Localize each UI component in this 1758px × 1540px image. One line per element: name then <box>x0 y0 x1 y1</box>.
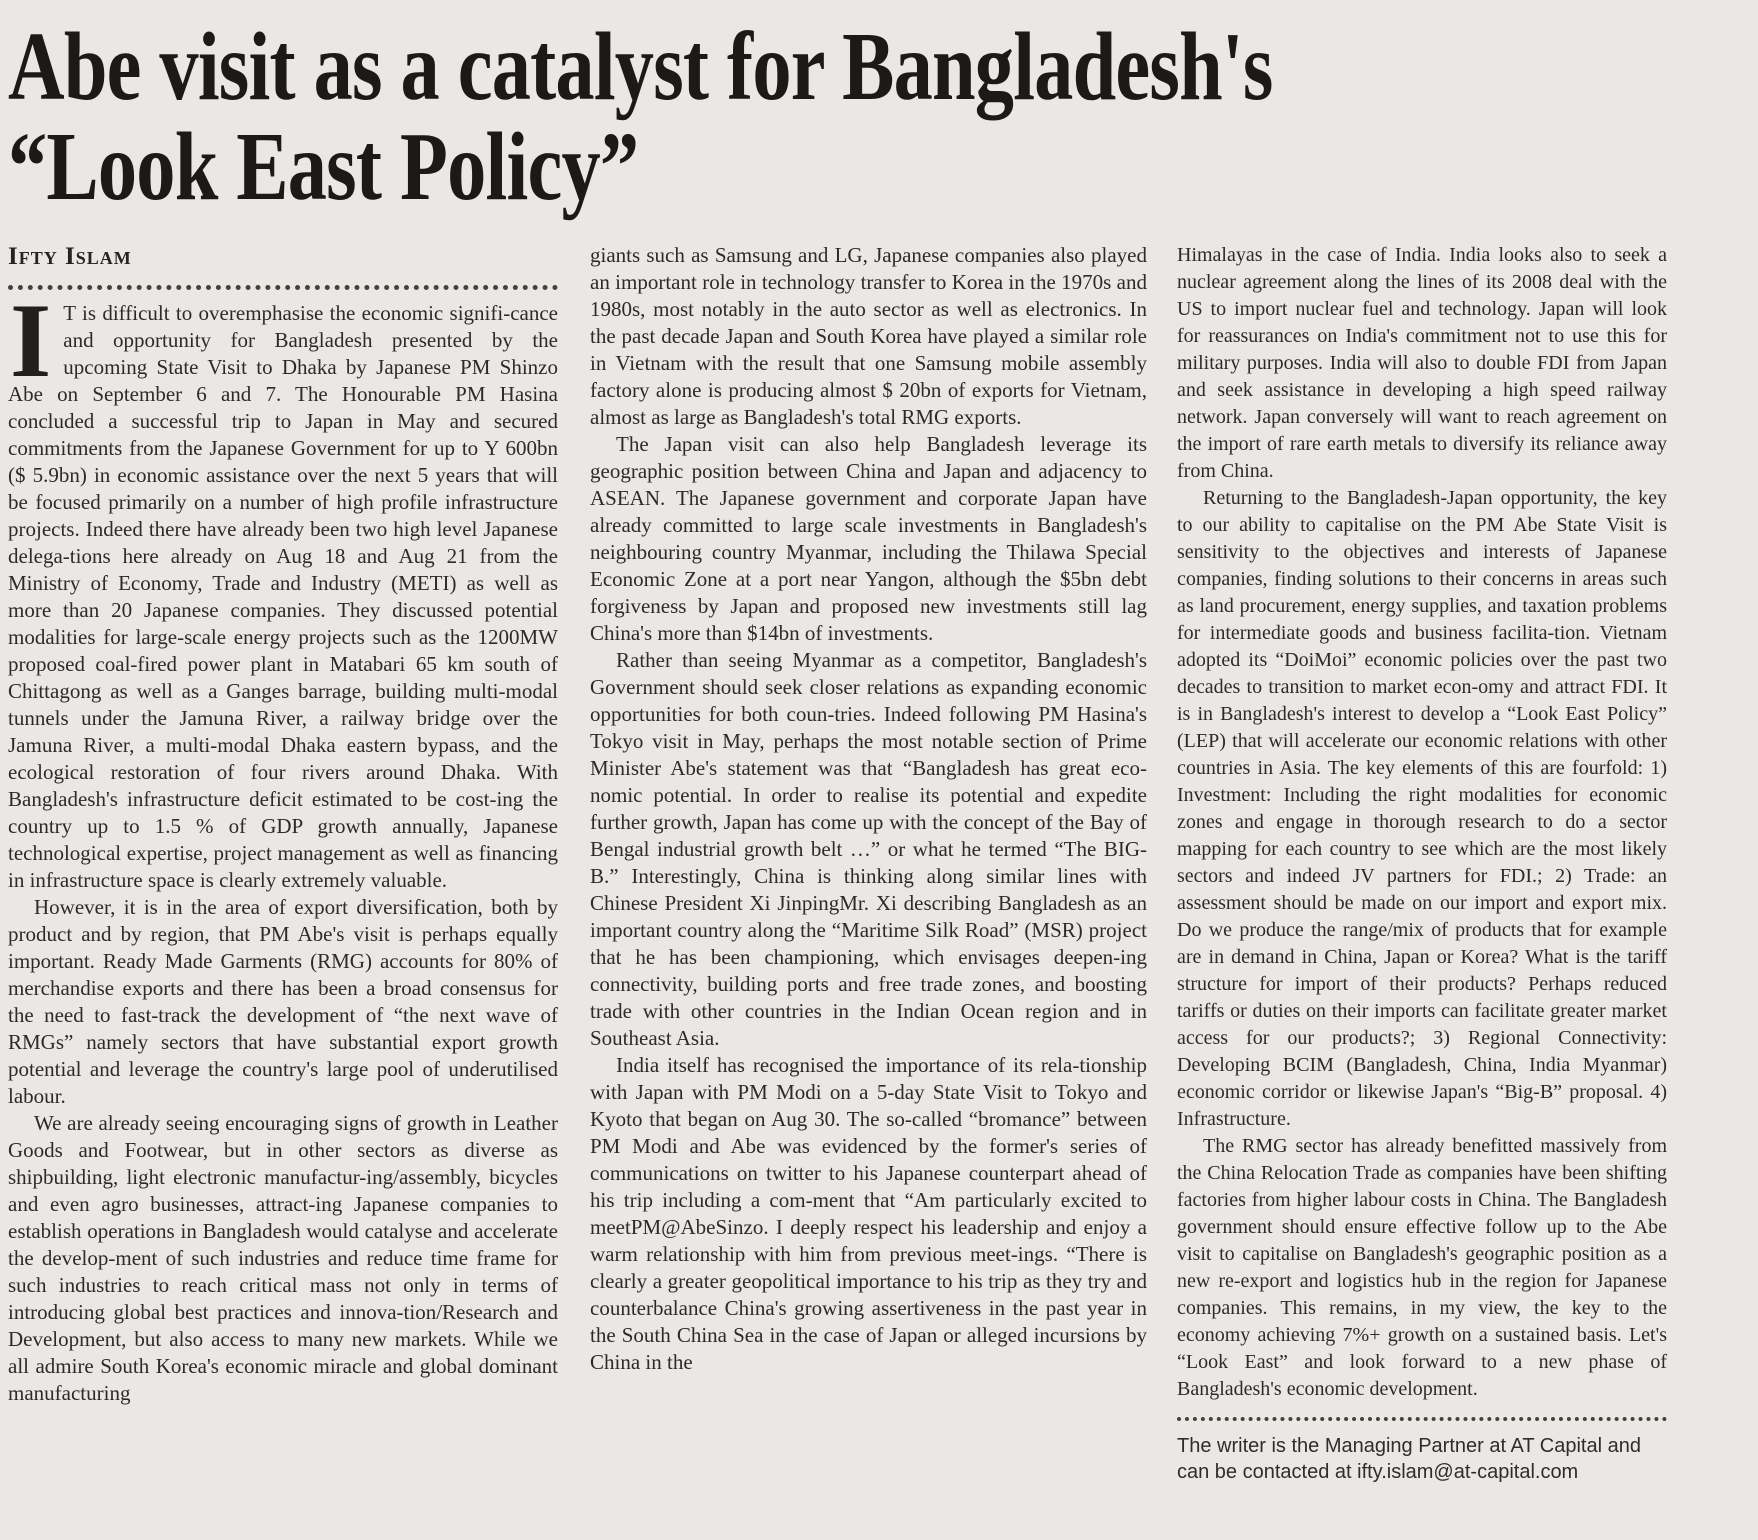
paragraph: The RMG sector has already benefitted massively from the China Relocation Trade as companies have been shifting factories from higher labour costs in China. The Bangladesh government should ensure effective follow up to the Abe visit to capitalise on Bangladesh's geographic position as a new re-export and logistics hub in the region for Japanese companies. This remains, in my view, the key to the economy achieving 7%+ growth on a sustained basis. Let's “Look East” and look forward to a new phase of Bangladesh's economic development. <box>1177 1134 1667 1400</box>
headline-line-2: “Look East Policy” <box>8 112 639 221</box>
byline-author: Ifty Islam <box>8 242 132 270</box>
column-1 <box>8 242 558 1407</box>
footnote-text: The writer is the Managing Partner at AT Capital and can be contacted at ifty.islam@at-capital.com <box>1177 1434 1641 1483</box>
column-1-text <box>8 281 558 1407</box>
column-2-text <box>590 242 1147 1376</box>
paragraph: Returning to the Bangladesh-Japan opportunity, the key to our ability to capitalise on the PM Abe State Visit is sensitivity to the objectives and interests of Japanese companies, finding solutions to their concerns in areas such as land procurement, energy supplies, and taxation problems for intermediate goods and business facilita-tion. Vietnam adopted its “DoiMoi” economic policies over the past two decades to transition to market econ-omy and attract FDI. It is in Bangladesh's interest to develop a “Look East Policy” (LEP) that will accelerate our economic relations with other countries in Asia. The key elements of this are fourfold: 1) Investment: Including the right modalities for economic zones and engage in thorough research to do a sector mapping for each country to see which are the most likely sectors and indeed JV partners for FDI.; 2) Trade: an assessment should be made on our import and export mix. Do we produce the range/mix of products that for example are in demand in China, Japan or Korea? What is the tariff structure for import of their products? Perhaps reduced tariffs or duties on their imports can facilitate greater market access for our products?; 3) Regional Connectivity: Developing BCIM (Bangladesh, China, India Myanmar) economic corridor or likewise Japan's “Big-B” proposal. 4) Infrastructure. <box>1177 486 1667 1130</box>
paragraph: We are already seeing encouraging signs of growth in Leather Goods and Footwear, but in other sectors as diverse as shipbuilding, light electronic manufactur-ing/assembly, bicycles and even agro businesses, attract-ing Japanese companies to establish operations in Bangladesh would catalyse and accelerate the develop-ment of such industries and reduce time frame for such industries to reach critical mass not only in terms of introducing global best practices and innova-tion/Research and Development, but also access to many new markets. While we all admire South Korea's economic miracle and global dominant manufacturing <box>8 1110 558 1405</box>
paragraph: India itself has recognised the importance of its rela-tionship with Japan with PM Modi on a 5-day State Visit to Tokyo and Kyoto that began on Aug 30. The so-called “bromance” between PM Modi and Abe was evidenced by the former's series of communications on twitter to his Japanese counterpart ahead of his trip including a com-ment that “Am particularly excited to meetPM@AbeSinzo. I deeply respect his leadership and enjoy a warm relationship with him from previous meet-ings. “There is clearly a greater geopolitical importance to his trip as they try and counterbalance China's growing assertiveness in the past year in the South China Sea in the case of Japan or alleged incursions by China in the <box>590 1052 1147 1374</box>
column-3-text <box>1177 242 1667 1403</box>
column-2 <box>590 242 1147 1376</box>
paragraph: Rather than seeing Myanmar as a competitor, Bangladesh's Government should seek closer relations as expanding economic opportunities for both coun-tries. Indeed following PM Hasina's Tokyo visit in May, perhaps the most notable section of Prime Minister Abe's statement was that “Bangladesh has great eco-nomic potential. In order to realise its potential and expedite further growth, Japan has come up with the concept of the Bay of Bengal industrial growth belt …” or what he termed “The BIG-B.” Interestingly, China is thinking along similar lines with Chinese President Xi JinpingMr. Xi describing Bangladesh as an important country along the “Maritime Silk Road” (MSR) project that he has been championing, which envisages deepen-ing connectivity, building ports and free trade zones, and boosting trade with other countries in the Indian Ocean region and in Southeast Asia. <box>590 647 1147 1050</box>
paragraph: giants such as Samsung and LG, Japanese companies also played an important role in technology transfer to Korea in the 1970s and 1980s, most notably in the auto sector as well as electronics. In the past decade Japan and South Korea have played a similar role in Vietnam with the result that one Samsung mobile assembly factory alone is producing almost $ 20bn of exports for Vietnam, almost as large as Bangladesh's total RMG exports. <box>590 242 1147 429</box>
drop-cap: I <box>10 281 52 399</box>
byline-divider <box>8 285 558 290</box>
article-headline <box>8 13 1758 221</box>
column-3 <box>1177 242 1667 1485</box>
paragraph: Himalayas in the case of India. India looks also to seek a nuclear agreement along the lines of its 2008 deal with the US to import nuclear fuel and technology. Japan will look for reassurances on India's commitment not to use this for military purposes. India will also to double FDI from Japan and seek assistance in developing a high speed railway network. Japan conversely will want to reach agreement on the import of rare earth metals to diversify its reliance away from China. <box>1177 243 1667 482</box>
paragraph: I T is difficult to overemphasise the economic signifi-cance and opportunity for Bangladesh presented by the upcoming State Visit to Dhaka by Japanese PM Shinzo Abe on September 6 and 7. The Honourable PM Hasina concluded a successful trip to Japan in May and secured commitments from the Japanese Government for up to Y 600bn ($ 5.9bn) in economic assistance over the next 5 years that will be focused primarily on a number of high profile infrastructure projects. Indeed there have already been two high level Japanese delega-tions here already on Aug 18 and Aug 21 from the Ministry of Economy, Trade and Industry (METI) as well as more than 20 Japanese companies. They discussed potential modalities for large-scale energy projects such as the 1200MW proposed coal-fired power plant in Matabari 65 km south of Chittagong as well as a Ganges barrage, building multi-modal tunnels under the Jamuna River, a railway bridge over the Jamuna River, a multi-modal Dhaka eastern bypass, and the ecological restoration of four rivers around Dhaka. With Bangladesh's infrastructure deficit estimated to be cost-ing the country up to 1.5 % of GDP growth annually, Japanese technological expertise, project management as well as financing in infrastructure space is clearly extremely valuable. <box>8 281 558 892</box>
paragraph: The Japan visit can also help Bangladesh leverage its geographic position between China and Japan and adjacency to ASEAN. The Japanese government and corporate Japan have already committed to large scale investments in Bangladesh's neighbouring country Myanmar, including the Thilawa Special Economic Zone at a port near Yangon, although the $5bn debt forgiveness by Japan and proposed new investments still lag China's more than $14bn of investments. <box>590 431 1147 645</box>
headline-line-1: Abe visit as a catalyst for Bangladesh's <box>8 13 1273 121</box>
article-columns <box>8 242 1758 1485</box>
paragraph: However, it is in the area of export diversification, both by product and by region, that PM Abe's visit is perhaps equally important. Ready Made Garments (RMG) accounts for 80% of merchandise exports and there has been a broad consensus for the need to fast-track the development of “the next wave of RMGs” namely sectors that have substantial export growth potential and leverage the country's large pool of underutilised labour. <box>8 894 558 1108</box>
footnote-divider <box>1177 1417 1667 1421</box>
